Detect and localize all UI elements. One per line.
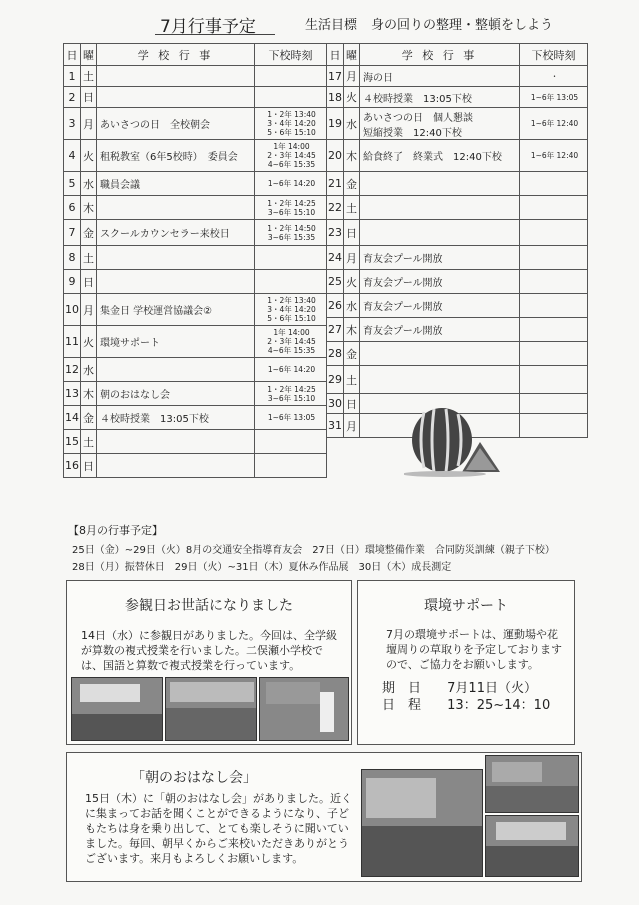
- calendar-row: [64, 196, 327, 220]
- calendar-row: [64, 326, 327, 358]
- life-goal: [305, 14, 553, 33]
- day-cell: 1: [64, 66, 81, 87]
- header-day: 日: [327, 44, 344, 66]
- day-cell: 5: [64, 172, 81, 196]
- event-cell: [97, 87, 255, 108]
- weekday-cell: 月: [81, 294, 97, 326]
- time-cell: [520, 294, 588, 318]
- weekday-cell: 土: [344, 196, 360, 220]
- event-cell: [97, 220, 255, 246]
- env-time-label: 日 程: [382, 698, 422, 713]
- dismissal-time: 5・6年 15:10: [267, 128, 316, 137]
- event-text: 海の日: [363, 72, 393, 84]
- calendar-row: [327, 246, 588, 270]
- weekday-cell: 火: [81, 140, 97, 172]
- day-cell: 12: [64, 358, 81, 382]
- day-cell: 22: [327, 196, 344, 220]
- event-cell: [97, 108, 255, 140]
- time-cell: [520, 366, 588, 394]
- july-calendar-right: [326, 43, 588, 438]
- time-cell: [520, 220, 588, 246]
- weekday-cell: 土: [81, 430, 97, 454]
- weekday-cell: 水: [344, 294, 360, 318]
- calendar-row: [64, 108, 327, 140]
- visit-photo-2: [165, 677, 257, 741]
- dismissal-time: 3・4年 14:20: [267, 305, 316, 314]
- event-cell: [360, 318, 520, 342]
- time-cell: [520, 318, 588, 342]
- visit-title: 参観日お世話になりました: [125, 598, 293, 614]
- calendar-row: [327, 318, 588, 342]
- dismissal-time: 3・4年 14:20: [267, 119, 316, 128]
- weekday-cell: 火: [344, 87, 360, 108]
- story-photo-2: [485, 755, 579, 813]
- event-text: ４校時授業 13:05下校: [363, 93, 472, 105]
- time-cell: [255, 87, 327, 108]
- weekday-cell: 金: [81, 220, 97, 246]
- time-cell: [520, 246, 588, 270]
- event-cell: [360, 196, 520, 220]
- event-cell: [360, 140, 520, 172]
- dismissal-time: 1年 14:00: [273, 328, 310, 337]
- weekday-cell: 土: [344, 366, 360, 394]
- dismissal-time: 5・6年 15:10: [267, 314, 316, 323]
- visit-text: 14日（水）に参観日がありました。今回は、全学級が算数の複式授業を行いました。二俣瀬小学校では、国語と算数で複式授業を行っています。: [81, 629, 337, 672]
- day-cell: 10: [64, 294, 81, 326]
- visit-photo-1: [71, 677, 163, 741]
- time-cell: [255, 406, 327, 430]
- calendar-row: [327, 220, 588, 246]
- time-cell: [255, 270, 327, 294]
- calendar-row: [327, 140, 588, 172]
- calendar-row: [327, 196, 588, 220]
- time-cell: [255, 294, 327, 326]
- day-cell: 8: [64, 246, 81, 270]
- day-cell: 7: [64, 220, 81, 246]
- calendar-row: [327, 108, 588, 140]
- day-cell: 11: [64, 326, 81, 358]
- dismissal-time: 3~6年 15:35: [267, 232, 316, 242]
- weekday-cell: 日: [81, 454, 97, 478]
- day-cell: 20: [327, 140, 344, 172]
- day-cell: 27: [327, 318, 344, 342]
- time-cell: [520, 342, 588, 366]
- story-title: 「朝のおはなし会」: [131, 770, 257, 786]
- dismissal-time: 4~6年 15:35: [267, 346, 316, 355]
- calendar-row: [327, 366, 588, 394]
- event-cell: [360, 342, 520, 366]
- time-cell: [255, 220, 327, 246]
- env-support-box: [357, 580, 575, 745]
- dismissal-time: 3~6年 15:10: [267, 207, 316, 217]
- event-cell: [97, 140, 255, 172]
- time-cell: [520, 140, 588, 172]
- event-text: あいさつの日 全校朝会: [100, 120, 210, 131]
- day-cell: 6: [64, 196, 81, 220]
- time-cell: [255, 246, 327, 270]
- day-cell: 21: [327, 172, 344, 196]
- visit-day-box: [66, 580, 352, 745]
- dismissal-time: 4~6年 15:35: [267, 160, 316, 169]
- event-cell: [97, 454, 255, 478]
- calendar-row: [327, 342, 588, 366]
- weekday-cell: 金: [344, 172, 360, 196]
- weekday-cell: 水: [81, 358, 97, 382]
- event-cell: [360, 220, 520, 246]
- dismissal-time: 1~6年 13:05: [267, 413, 316, 422]
- event-cell: [97, 406, 255, 430]
- goal-label: 生活目標: [305, 18, 358, 33]
- day-cell: 4: [64, 140, 81, 172]
- event-cell: [97, 382, 255, 406]
- calendar-row: [64, 66, 327, 87]
- day-cell: 28: [327, 342, 344, 366]
- weekday-cell: 日: [81, 270, 97, 294]
- time-cell: [255, 382, 327, 406]
- weekday-cell: 月: [344, 246, 360, 270]
- day-cell: 25: [327, 270, 344, 294]
- time-cell: [520, 414, 588, 438]
- event-text: 給食終了 終業式 12:40下校: [363, 152, 502, 163]
- story-time-box: [66, 752, 582, 882]
- day-cell: 16: [64, 454, 81, 478]
- time-cell: [255, 140, 327, 172]
- dismissal-time: 2・3年 14:45: [267, 151, 316, 160]
- event-cell: [360, 66, 520, 87]
- goal-text: 身の回りの整理・整頓をしよう: [371, 18, 554, 33]
- day-cell: 24: [327, 246, 344, 270]
- dismissal-time: 1・2年 13:40: [267, 110, 316, 119]
- weekday-cell: 土: [81, 246, 97, 270]
- event-text: 短縮授業 12:40下校: [363, 127, 462, 139]
- calendar-row: [64, 87, 327, 108]
- calendar-row: [64, 454, 327, 478]
- calendar-row: [64, 270, 327, 294]
- august-line-1: 25日（金）~29日（火）8月の交通安全指導育友会 27日（日）環境整備作業 合同防災訓練（親子下校）: [72, 545, 555, 556]
- env-text: 7月の環境サポートは、運動場や花壇周りの草取りを予定しておりますので、ご協力をお願いします。: [386, 628, 562, 671]
- weekday-cell: 木: [81, 382, 97, 406]
- weekday-cell: 木: [344, 140, 360, 172]
- time-cell: [520, 394, 588, 414]
- event-text: 集金日 学校運営協議会②: [100, 306, 213, 317]
- time-cell: [520, 87, 588, 108]
- event-cell: [360, 366, 520, 394]
- header-events: 学 校 行 事: [97, 44, 255, 66]
- time-cell: [255, 66, 327, 87]
- calendar-row: [64, 172, 327, 196]
- event-cell: [97, 246, 255, 270]
- july-calendar-left: [63, 43, 327, 478]
- dismissal-time: 1・2年 14:50: [267, 223, 316, 233]
- calendar-row: [64, 246, 327, 270]
- event-text: あいさつの日 個人懇談: [363, 112, 473, 124]
- calendar-row: [327, 172, 588, 196]
- story-photo-3: [485, 815, 579, 877]
- event-cell: [360, 294, 520, 318]
- story-photo-1: [361, 769, 483, 877]
- event-text: 職員会議: [100, 180, 140, 191]
- event-cell: [360, 270, 520, 294]
- env-time-row: [382, 694, 550, 713]
- day-cell: 31: [327, 414, 344, 438]
- event-cell: [360, 108, 520, 140]
- day-cell: 14: [64, 406, 81, 430]
- time-cell: [255, 358, 327, 382]
- calendar-row: [64, 140, 327, 172]
- event-text: ４校時授業 13:05下校: [100, 414, 209, 425]
- time-cell: [520, 172, 588, 196]
- calendar-row: [64, 430, 327, 454]
- dismissal-time: 1~6年 12:40: [530, 119, 579, 128]
- header-weekday: 曜: [81, 44, 97, 66]
- event-cell: [97, 66, 255, 87]
- day-cell: 17: [327, 66, 344, 87]
- event-cell: [97, 172, 255, 196]
- day-cell: 9: [64, 270, 81, 294]
- august-line-2: 28日（月）振替休日 29日（火）~31日（木）夏休み作品展 30日（木）成長測定: [72, 562, 452, 573]
- calendar-row: [64, 382, 327, 406]
- dismissal-time: 2・3年 14:45: [267, 337, 316, 346]
- day-cell: 26: [327, 294, 344, 318]
- weekday-cell: 火: [344, 270, 360, 294]
- time-cell: [255, 454, 327, 478]
- event-cell: [360, 246, 520, 270]
- event-cell: [97, 270, 255, 294]
- weekday-cell: 木: [344, 318, 360, 342]
- weekday-cell: 月: [344, 66, 360, 87]
- page-title: 7月行事予定: [160, 17, 256, 37]
- day-cell: 19: [327, 108, 344, 140]
- time-cell: [255, 196, 327, 220]
- weekday-cell: 月: [344, 414, 360, 438]
- dismissal-time: 1~6年 14:20: [267, 179, 316, 188]
- dismissal-time: 1~6年 13:05: [530, 92, 579, 102]
- day-cell: 13: [64, 382, 81, 406]
- calendar-row: [64, 406, 327, 430]
- event-cell: [97, 430, 255, 454]
- env-title: 環境サポート: [424, 598, 508, 614]
- event-cell: [97, 196, 255, 220]
- event-cell: [360, 172, 520, 196]
- time-cell: [520, 196, 588, 220]
- time-cell: [255, 430, 327, 454]
- day-cell: 23: [327, 220, 344, 246]
- time-cell: [255, 326, 327, 358]
- title-underline: [155, 34, 275, 35]
- time-cell: [255, 108, 327, 140]
- env-date-label: 期 日: [382, 681, 422, 696]
- watermelon-illustration: [404, 402, 504, 478]
- weekday-cell: 土: [81, 66, 97, 87]
- day-cell: 15: [64, 430, 81, 454]
- dismissal-time: 1・2年 14:25: [267, 198, 316, 208]
- weekday-cell: 金: [81, 406, 97, 430]
- event-text: 育友会プール開放: [363, 302, 443, 313]
- weekday-cell: 水: [344, 108, 360, 140]
- time-cell: [255, 172, 327, 196]
- event-text: スクールカウンセラー来校日: [100, 229, 230, 240]
- weekday-cell: 金: [344, 342, 360, 366]
- event-text: 育友会プール開放: [363, 326, 443, 337]
- visit-photo-3: [259, 677, 349, 741]
- calendar-row: [327, 294, 588, 318]
- weekday-cell: 水: [81, 172, 97, 196]
- august-title: 【8月の行事予定】: [68, 524, 163, 537]
- story-text: 15日（木）に「朝のおはなし会」がありました。近くに集まってお話を聞くことができるようになり、子どもたちは身を乗り出して、とても楽しそうに聞いていました。毎回、朝早くからご来校いただきありがとうございます。来月もよろしくお願いします。: [85, 792, 352, 865]
- header-dismissal: 下校時刻: [255, 44, 327, 66]
- dismissal-time: 1~6年 14:20: [267, 365, 316, 374]
- calendar-row: [327, 87, 588, 108]
- header-day: 日: [64, 44, 81, 66]
- time-cell: [520, 108, 588, 140]
- header-weekday: 曜: [344, 44, 360, 66]
- calendar-row: [327, 270, 588, 294]
- day-cell: 3: [64, 108, 81, 140]
- env-date-value: 7月11日（火）: [447, 681, 537, 696]
- event-text: 育友会プール開放: [363, 278, 443, 289]
- dismissal-time: ・: [550, 71, 559, 81]
- weekday-cell: 日: [344, 220, 360, 246]
- dismissal-time: 1~6年 12:40: [530, 151, 579, 160]
- event-cell: [97, 326, 255, 358]
- event-text: 朝のおはなし会: [100, 390, 170, 401]
- weekday-cell: 木: [81, 196, 97, 220]
- event-cell: [360, 87, 520, 108]
- calendar-row: [64, 220, 327, 246]
- header-dismissal: 下校時刻: [520, 44, 588, 66]
- time-cell: [520, 270, 588, 294]
- weekday-cell: 日: [81, 87, 97, 108]
- time-cell: [520, 66, 588, 87]
- header-events: 学 校 行 事: [360, 44, 520, 66]
- weekday-cell: 日: [344, 394, 360, 414]
- calendar-row: [64, 358, 327, 382]
- event-text: 育友会プール開放: [363, 254, 443, 265]
- weekday-cell: 火: [81, 326, 97, 358]
- dismissal-time: 1・2年 13:40: [267, 296, 316, 305]
- calendar-row: [64, 294, 327, 326]
- day-cell: 30: [327, 394, 344, 414]
- dismissal-time: 1年 14:00: [273, 142, 310, 151]
- env-time-value: 13：25~14：10: [447, 698, 551, 713]
- day-cell: 2: [64, 87, 81, 108]
- day-cell: 18: [327, 87, 344, 108]
- event-text: 租税教室（6年5校時） 委員会: [100, 152, 238, 163]
- dismissal-time: 1・2年 14:25: [267, 384, 316, 394]
- event-cell: [97, 294, 255, 326]
- calendar-row: [327, 66, 588, 87]
- event-cell: [97, 358, 255, 382]
- weekday-cell: 月: [81, 108, 97, 140]
- event-text: 環境サポート: [100, 338, 160, 349]
- day-cell: 29: [327, 366, 344, 394]
- dismissal-time: 3~6年 15:10: [267, 393, 316, 403]
